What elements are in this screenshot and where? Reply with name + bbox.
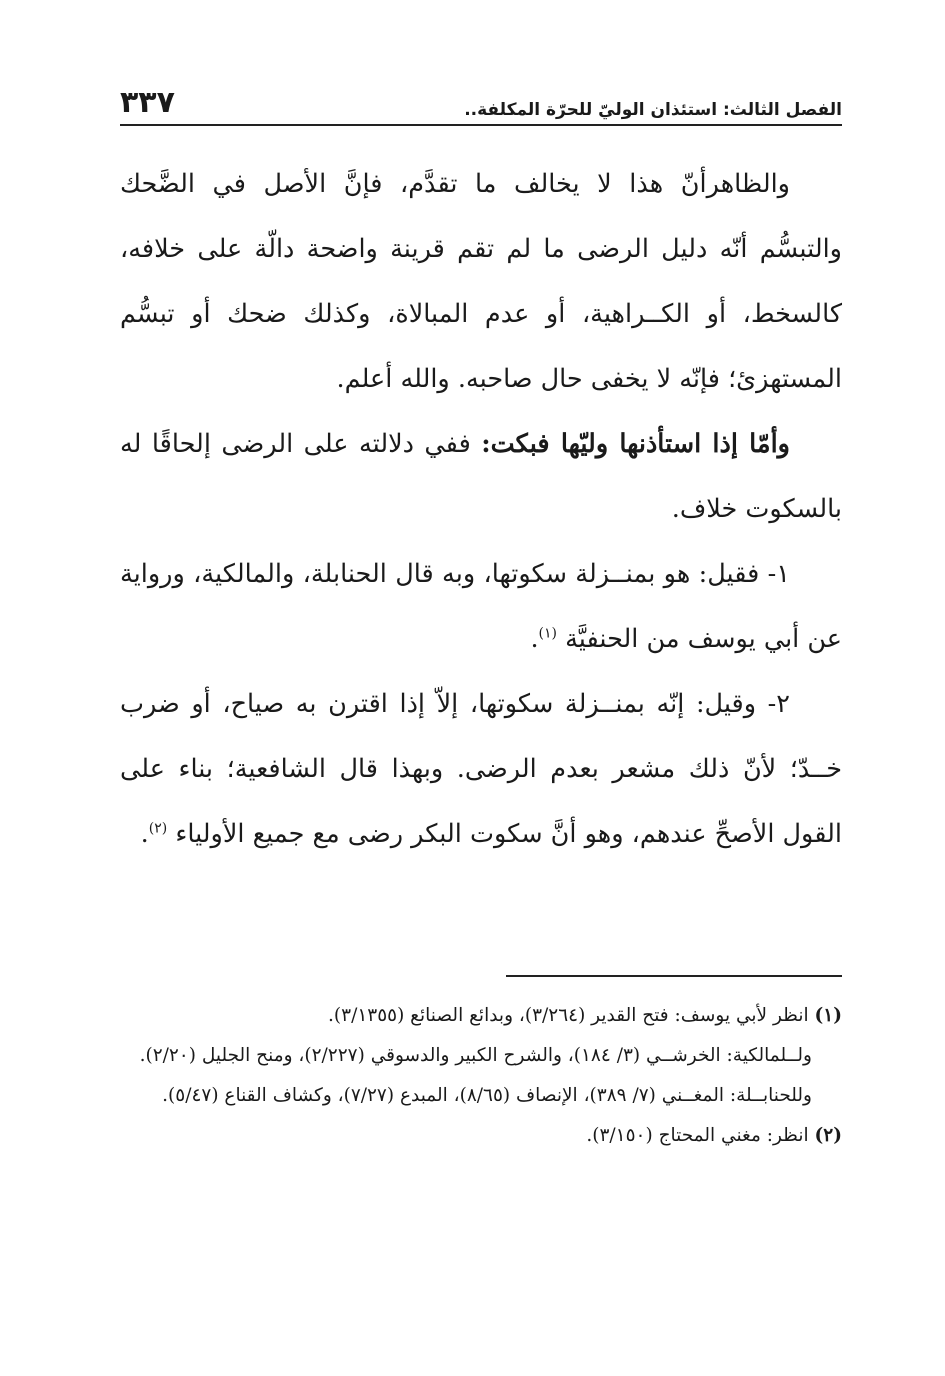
paragraph-1-text: والظاهرأنّ هذا لا يخالف ما تقدَّم، فإنَّ الأصل في الضَّحك والتبسُّم أنّه دليل الرضى ما لم تقم قرينة واضحة دالّة على خلافه، كالسخط، أو الكــراهية، أو عدم المبالاة، وكذلك ضحك أو تبسُّم المستهزئ؛ فإنّه لا يخفى حال صاحبه. والله أعلم. [120,169,842,394]
paragraph-2 [120,412,842,542]
running-header [120,78,842,124]
chapter-title: الفصل الثالث: استئذان الوليّ للحرّة المكلفة.. [464,100,842,120]
footnote-1-maliki: ولــلمالكية: الخرشــي (٣/ ١٨٤)، والشرح الكبير والدسوقي (٢/٢٢٧)، ومنح الجليل (٢/٢٠). [139,1045,812,1066]
paragraph-2-lead: وأمّا إذا استأذنها وليّها فبكت: [481,429,790,459]
page-number: ٣٣٧ [120,85,175,120]
header-divider [120,124,842,126]
book-page [120,78,842,1157]
paragraph-2-text: ففي دلالته على الرضى إلحاقًا له بالسكوت خلاف. [120,429,842,524]
footnote-1-number: (١) [814,1005,842,1026]
footnote-1 [120,997,842,1035]
paragraph-1 [120,152,842,412]
footnote-divider [506,975,842,977]
paragraph-4-text: ٢- وقيل: إنّه بمنــزلة سكوتها، إلاّ إذا اقترن به صياح، أو ضرب خــدّ؛ لأنّ ذلك مشعر بعدم الرضى. وبهذا قال الشافعية؛ بناء على القول الأصحِّ عندهم، وهو أنَّ سكوت البكر رضى مع جميع الأولياء [120,689,842,849]
footnote-2 [120,1117,842,1155]
footnote-2-text: انظر: مغني المحتاج (٣/١٥٠). [586,1125,815,1146]
footnote-2-number: (٢) [814,1125,842,1146]
footnote-1-text: انظر لأبي يوسف: فتح القدير (٣/٢٦٤)، وبدائع الصنائع (٣/١٣٥٥). [328,1005,815,1026]
paragraph-3 [120,542,842,672]
footnote-1-hanbali: وللحنابــلة: المغــني (٧/ ٣٨٩)، الإنصاف (٨/٦٥)، المبدع (٧/٢٧)، وكشاف القناع (٥/٤٧). [162,1085,812,1106]
paragraph-4-end: . [140,819,149,849]
paragraph-3-text: ١- فقيل: هو بمنــزلة سكوتها، وبه قال الحنابلة، والمالكية، ورواية عن أبي يوسف من الحنفيَّة [120,559,842,654]
paragraph-3-end: . [530,624,539,654]
footnote-ref-1[interactable]: (١) [538,625,558,642]
paragraph-4 [120,672,842,867]
footnotes [120,997,842,1155]
footnote-ref-2[interactable]: (٢) [148,820,168,837]
